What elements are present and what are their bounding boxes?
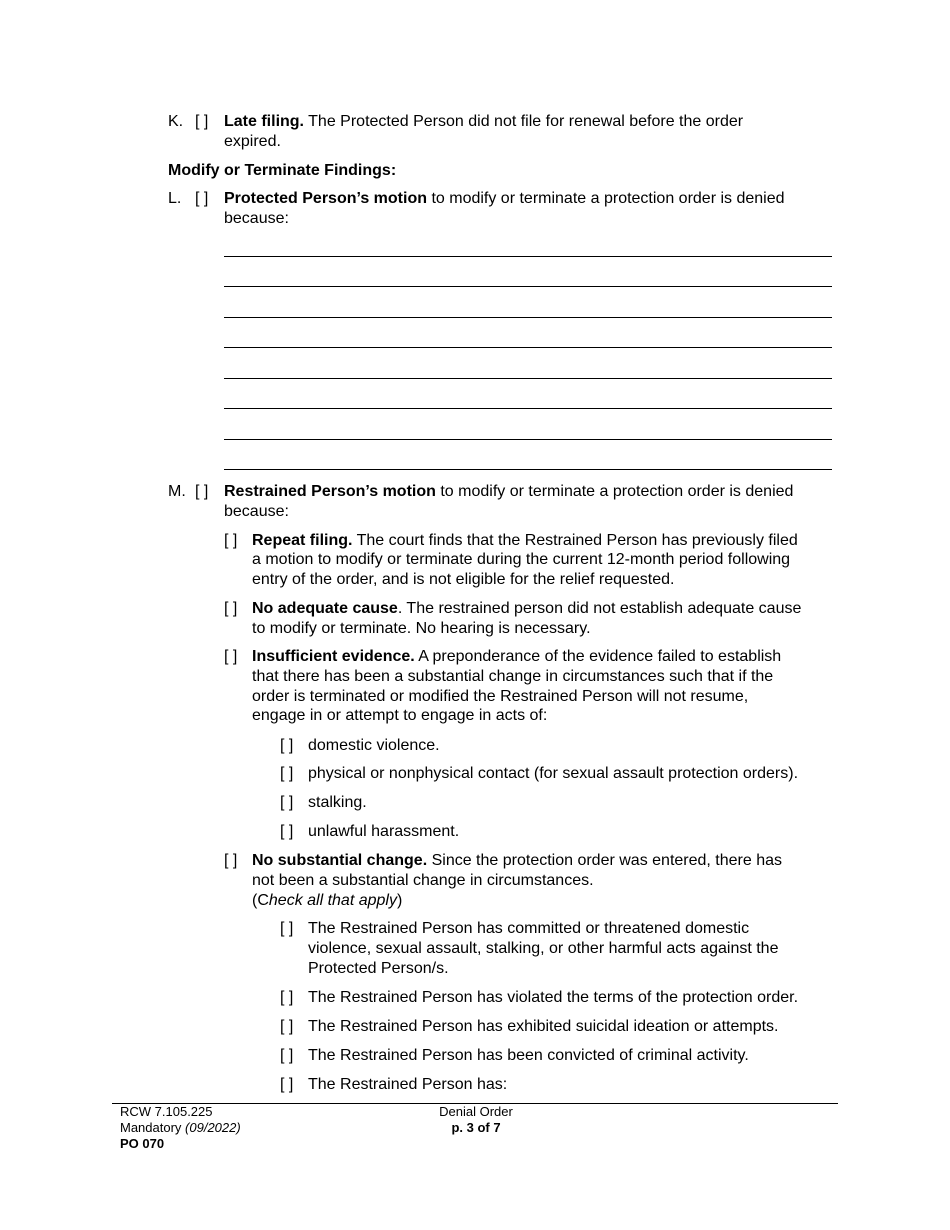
section-heading: Modify or Terminate Findings: [168,162,397,179]
no-substantial-change-checkbox[interactable]: [ ] [224,852,238,869]
note-italic: heck all that apply [268,892,397,909]
insufficient-evidence-checkbox[interactable]: [ ] [224,648,238,665]
item-l-line1: to modify or terminate a protection order is denied [427,190,785,207]
no-substantial-change-title: No substantial change. [252,852,428,869]
act-label: domestic violence. [308,737,440,754]
item-l-letter: L. [168,190,182,207]
write-line[interactable] [224,256,832,257]
repeat-filing-text [252,531,798,551]
write-line[interactable] [224,317,832,318]
change-item-checkbox[interactable]: [ ] [280,1018,294,1035]
insufficient-evidence-line3: order is terminated or modified the Restrained Person will not resume, [252,688,749,705]
item-k-title: Late filing. [224,113,304,130]
footer-mandatory [120,1120,241,1136]
change-item-label: The Restrained Person has violated the terms of the protection order. [308,989,799,1006]
no-adequate-cause-line2: to modify or terminate. No hearing is necessary. [252,620,591,637]
item-m-checkbox[interactable]: [ ] [195,483,209,500]
item-k-line1: The Protected Person did not file for renewal before the order [304,113,744,130]
note-open: (C [252,892,269,909]
act-label: physical or nonphysical contact (for sexual assault protection orders). [308,765,799,782]
footer-page-number: p. 3 of 7 [451,1120,501,1135]
change-item-checkbox[interactable]: [ ] [280,989,294,1006]
write-line[interactable] [224,439,832,440]
footer-date: (09/2022) [185,1120,241,1135]
item-k-letter: K. [168,113,184,130]
item-k-text [224,112,743,132]
act-checkbox[interactable]: [ ] [280,794,294,811]
item-l-checkbox[interactable]: [ ] [195,190,209,207]
write-line[interactable] [224,408,832,409]
note-close: ) [396,892,403,909]
act-checkbox[interactable]: [ ] [280,823,294,840]
write-line[interactable] [224,469,832,470]
act-label: stalking. [308,794,367,811]
change-item-line2: violence, sexual assault, stalking, or other harmful acts against the [308,940,779,957]
no-adequate-cause-checkbox[interactable]: [ ] [224,600,238,617]
insufficient-evidence-line2: that there has been a substantial change in circumstances such that if the [252,668,774,685]
insufficient-evidence-title: Insufficient evidence. [252,648,415,665]
item-l-title: Protected Person’s motion [224,190,427,207]
change-item-label: The Restrained Person has: [308,1076,508,1093]
repeat-filing-checkbox[interactable]: [ ] [224,532,238,549]
item-l-line2: because: [224,210,289,227]
write-line[interactable] [224,286,832,287]
item-m-line2: because: [224,503,289,520]
act-checkbox[interactable]: [ ] [280,765,294,782]
repeat-filing-line2: a motion to modify or terminate during the current 12-month period following [252,551,791,568]
no-adequate-cause-line1: . The restrained person did not establish adequate cause [397,600,802,617]
change-item-label: The Restrained Person has been convicted of criminal activity. [308,1047,749,1064]
item-m-text [224,482,793,502]
insufficient-evidence-text [252,647,781,667]
repeat-filing-line1: The court finds that the Restrained Person has previously filed [352,532,798,549]
item-m-title: Restrained Person’s motion [224,483,436,500]
write-line[interactable] [224,378,832,379]
check-all-note [252,891,402,911]
item-m-letter: M. [168,483,186,500]
repeat-filing-line3: entry of the order, and is not eligible for the relief requested. [252,571,675,588]
footer-form-number: PO 070 [120,1136,165,1151]
change-item-label: The Restrained Person has exhibited suicidal ideation or attempts. [308,1018,779,1035]
repeat-filing-title: Repeat filing. [252,532,353,549]
no-adequate-cause-text [252,599,801,619]
footer-doc-title: Denial Order [439,1104,513,1119]
no-substantial-change-line1: Since the protection order was entered, there has [427,852,783,869]
no-adequate-cause-title: No adequate cause [252,600,398,617]
change-item-line3: Protected Person/s. [308,960,449,977]
act-checkbox[interactable]: [ ] [280,737,294,754]
footer-mandatory-label: Mandatory [120,1120,186,1135]
change-item-checkbox[interactable]: [ ] [280,1076,294,1093]
insufficient-evidence-line1: A preponderance of the evidence failed to establish [414,648,782,665]
no-substantial-change-text [252,851,782,871]
write-line[interactable] [224,347,832,348]
change-item-checkbox[interactable]: [ ] [280,1047,294,1064]
change-item-checkbox[interactable]: [ ] [280,920,294,937]
item-l-text [224,189,785,209]
item-k-line2: expired. [224,133,281,150]
footer-rcw: RCW 7.105.225 [120,1104,213,1119]
item-k-checkbox[interactable]: [ ] [195,113,209,130]
insufficient-evidence-line4: engage in or attempt to engage in acts of: [252,707,548,724]
change-item-line1: The Restrained Person has committed or threatened domestic [308,920,750,937]
act-label: unlawful harassment. [308,823,460,840]
item-m-line1: to modify or terminate a protection order is denied [435,483,794,500]
no-substantial-change-line2: not been a substantial change in circumstances. [252,872,594,889]
